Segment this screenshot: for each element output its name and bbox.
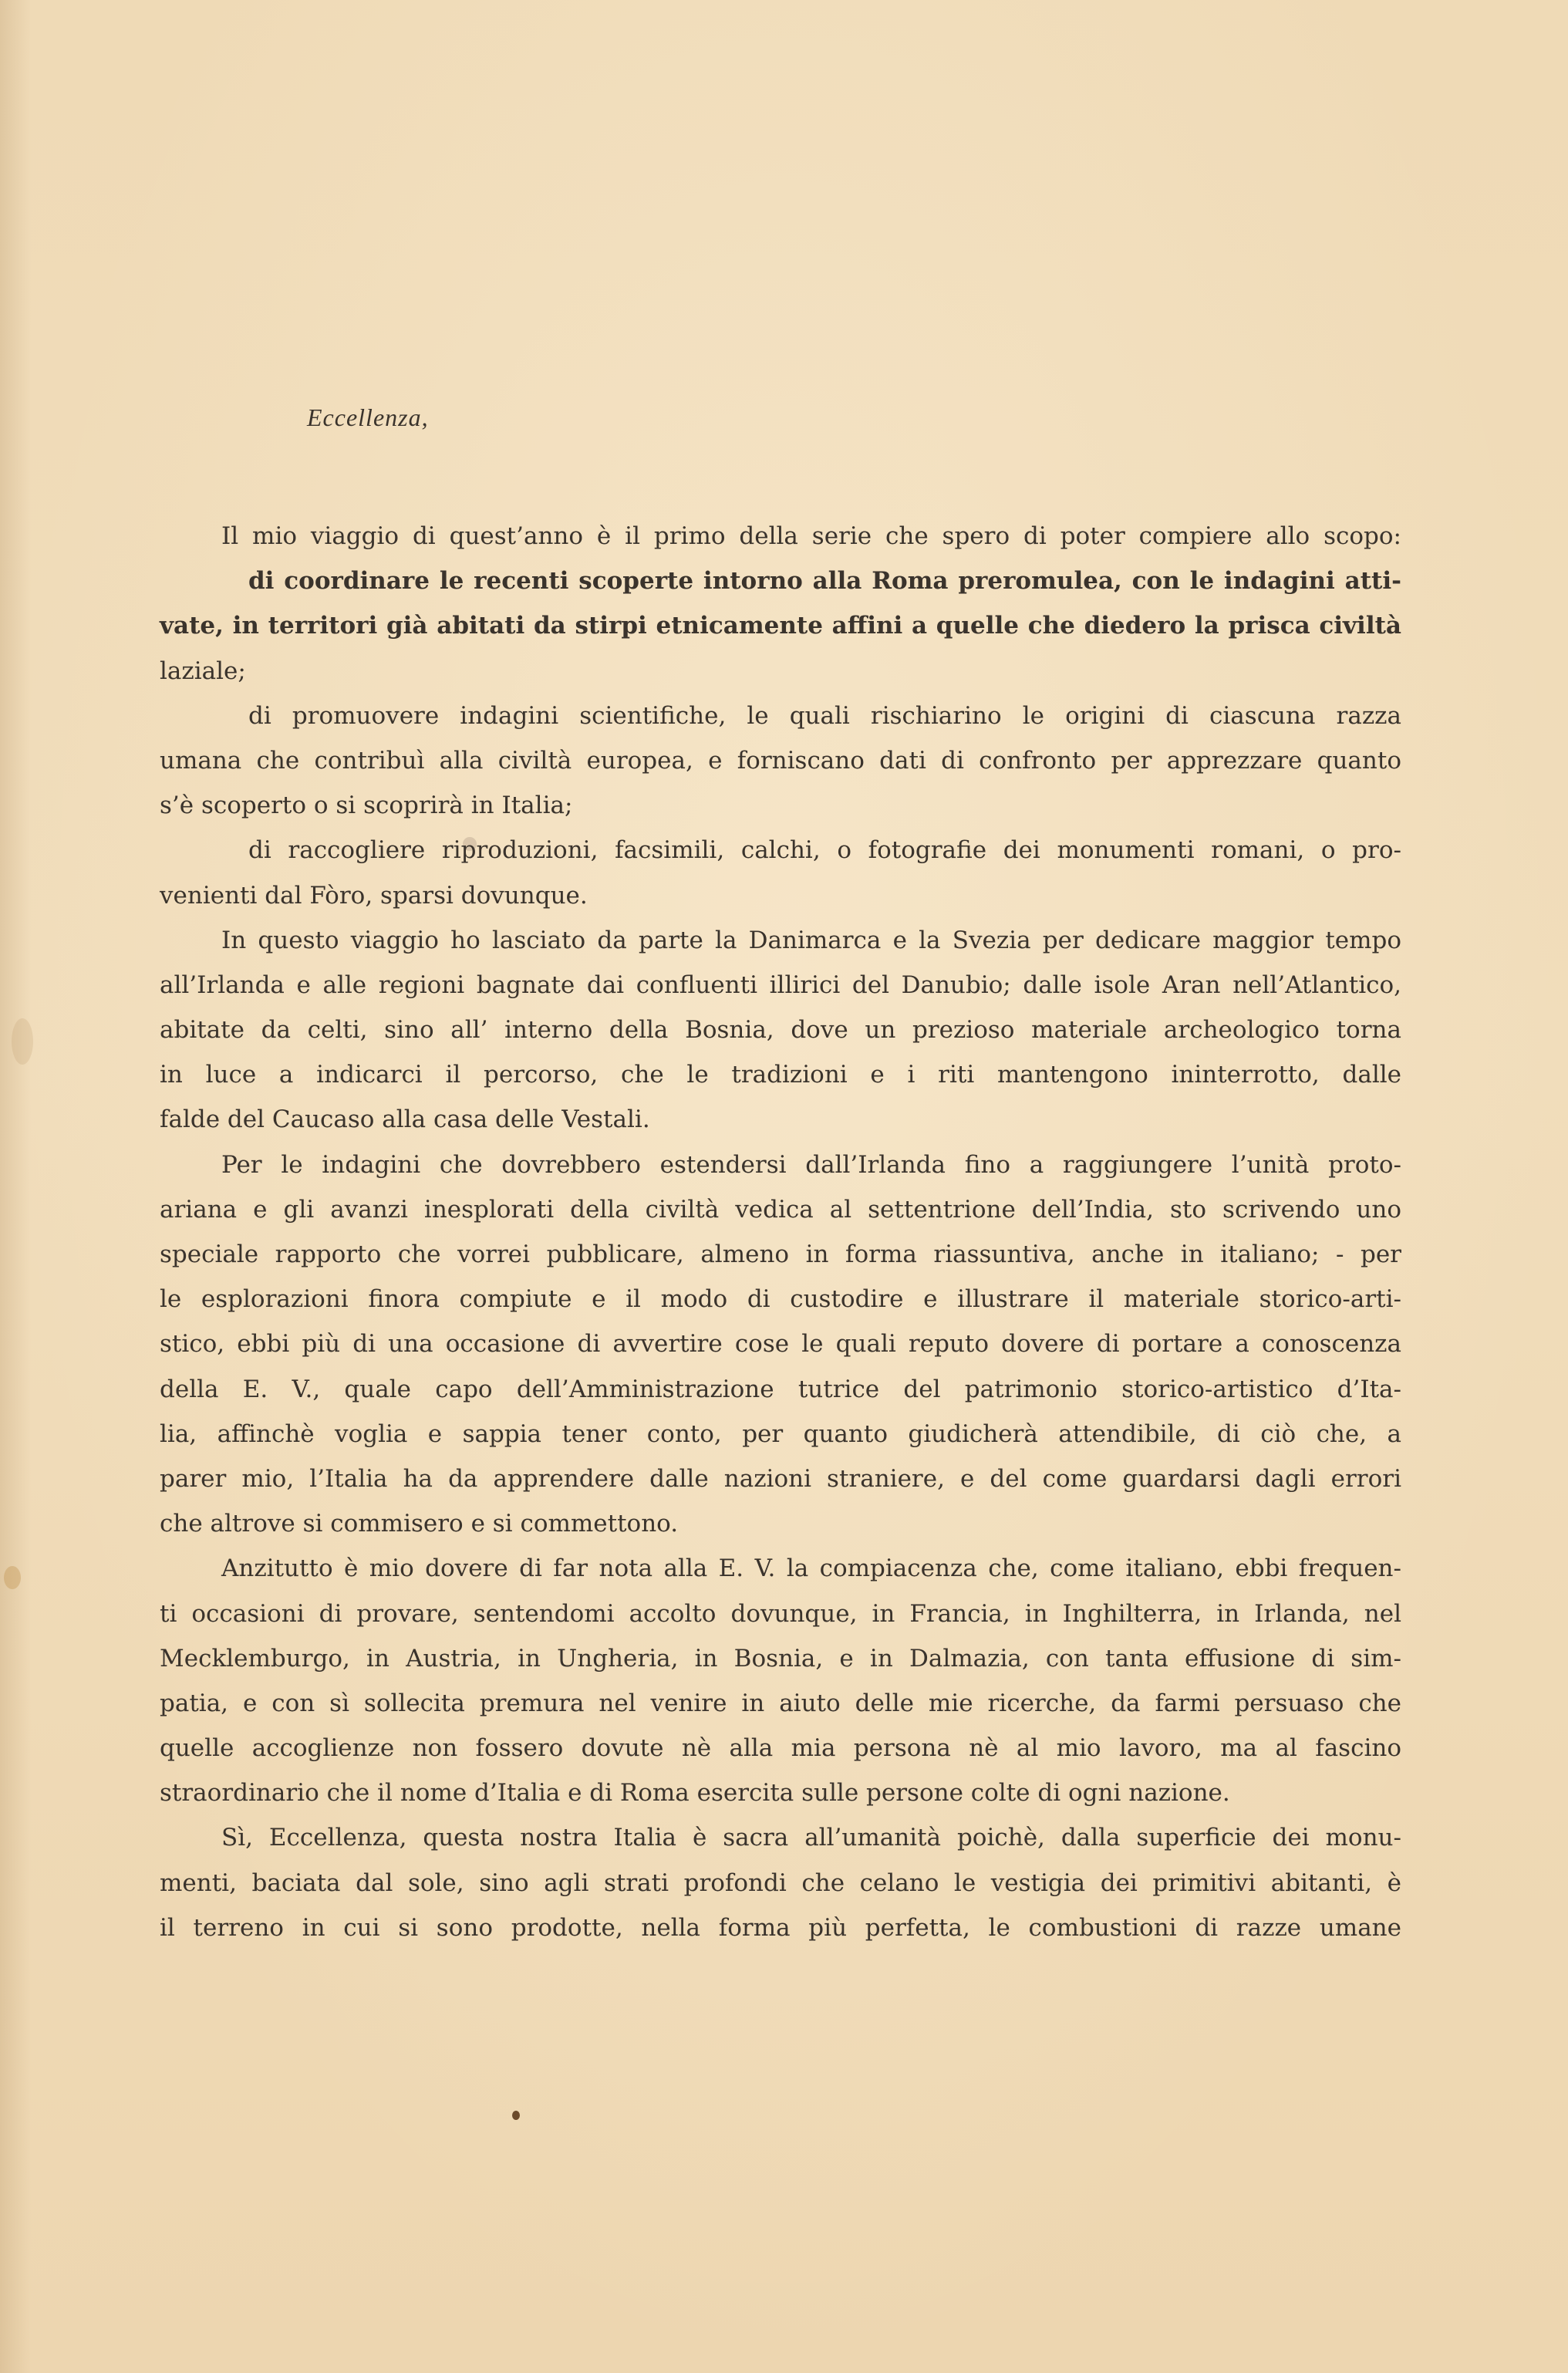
text-line: Anzitutto è mio dovere di far nota alla E. V. la compiacenza che, come italiano, ebbi frequen- xyxy=(221,1554,1401,1583)
text-line: venienti dal Fòro, sparsi dovunque. xyxy=(160,881,588,910)
text-line: di raccogliere riproduzioni, facsimili, calchi, o fotografie dei monumenti romani, o pro- xyxy=(248,836,1401,865)
text-line: quelle accoglienze non fossero dovute nè alla mia persona nè al mio lavoro, ma al fascino xyxy=(160,1734,1401,1763)
text-line: che altrove si commisero e si commettono. xyxy=(160,1510,679,1538)
text-line: vate, in territori già abitati da stirpi etnicamente affini a quelle che diedero la prisca civiltà xyxy=(160,612,1401,640)
text-line: di coordinare le recenti scoperte intorno alla Roma preromulea, con le indagini atti- xyxy=(248,567,1401,596)
text-line: ti occasioni di provare, sentendomi accolto dovunque, in Francia, in Inghilterra, in Irlanda, nel xyxy=(160,1599,1401,1628)
text-line: menti, baciata dal sole, sino agli strati profondi che celano le vestigia dei primitivi abitanti, è xyxy=(160,1868,1401,1897)
text-line: Per le indagini che dovrebbero estendersi dall’Irlanda fino a raggiungere l’unità proto- xyxy=(221,1150,1401,1179)
paper-speck xyxy=(512,2111,520,2120)
text-line: straordinario che il nome d’Italia e di Roma esercita sulle persone colte di ogni nazione. xyxy=(160,1779,1230,1808)
text-line: patia, e con sì sollecita premura nel venire in aiuto delle mie ricerche, da farmi persuaso che xyxy=(160,1689,1401,1717)
paper-speck xyxy=(12,1018,33,1065)
paper-edge-shadow xyxy=(0,0,31,2373)
text-line: parer mio, l’Italia ha da apprendere dalle nazioni straniere, e del come guardarsi dagli errori xyxy=(160,1464,1401,1493)
text-line: stico, ebbi più di una occasione di avvertire cose le quali reputo dovere di portare a conoscenza xyxy=(160,1330,1401,1359)
paper-speck xyxy=(4,1566,21,1589)
text-line: Mecklemburgo, in Austria, in Ungheria, in Bosnia, e in Dalmazia, con tanta effusione di sim- xyxy=(160,1644,1401,1673)
text-line: il terreno in cui si sono prodotte, nella forma più perfetta, le combustioni di razze umane xyxy=(160,1913,1401,1942)
letter-body xyxy=(160,514,1401,1950)
text-line: di promuovere indagini scientifiche, le quali rischiarino le origini di ciascuna razza xyxy=(248,701,1401,730)
text-line: Il mio viaggio di quest’anno è il primo della serie che spero di poter compiere allo scopo: xyxy=(221,522,1401,550)
text-line: in luce a indicarci il percorso, che le tradizioni e i riti mantengono ininterrotto, dalle xyxy=(160,1061,1401,1089)
text-line: abitate da celti, sino all’ interno della Bosnia, dove un prezioso materiale archeologico torna xyxy=(160,1016,1401,1045)
text-line: In questo viaggio ho lasciato da parte la Danimarca e la Svezia per dedicare maggior tempo xyxy=(221,926,1401,954)
text-line: umana che contribuì alla civiltà europea, e forniscano dati di confronto per apprezzare quanto xyxy=(160,746,1401,775)
salutation: Eccellenza, xyxy=(307,403,429,431)
text-line: della E. V., quale capo dell’Amministrazione tutrice del patrimonio storico-artistico d’Ita- xyxy=(160,1375,1401,1403)
text-line: lia, affinchè voglia e sappia tener conto, per quanto giudicherà attendibile, di ciò che, a xyxy=(160,1419,1401,1448)
text-line: all’Irlanda e alle regioni bagnate dai confluenti illirici del Danubio; dalle isole Aran nell’Atlantico, xyxy=(160,970,1401,999)
text-line: ariana e gli avanzi inesplorati della civiltà vedica al settentrione dell’India, sto scrivendo uno xyxy=(160,1195,1401,1224)
text-line: speciale rapporto che vorrei pubblicare, almeno in forma riassuntiva, anche in italiano; - per xyxy=(160,1241,1401,1268)
text-line: s’è scoperto o si scoprirà in Italia; xyxy=(160,792,573,820)
text-line: laziale; xyxy=(160,657,246,685)
text-line: Sì, Eccellenza, questa nostra Italia è sacra all’umanità poichè, dalla superficie dei monu- xyxy=(221,1824,1401,1852)
text-line: falde del Caucaso alla casa delle Vestali. xyxy=(160,1105,650,1134)
text-line: le esplorazioni finora compiute e il modo di custodire e illustrare il materiale storico-arti- xyxy=(160,1285,1401,1314)
